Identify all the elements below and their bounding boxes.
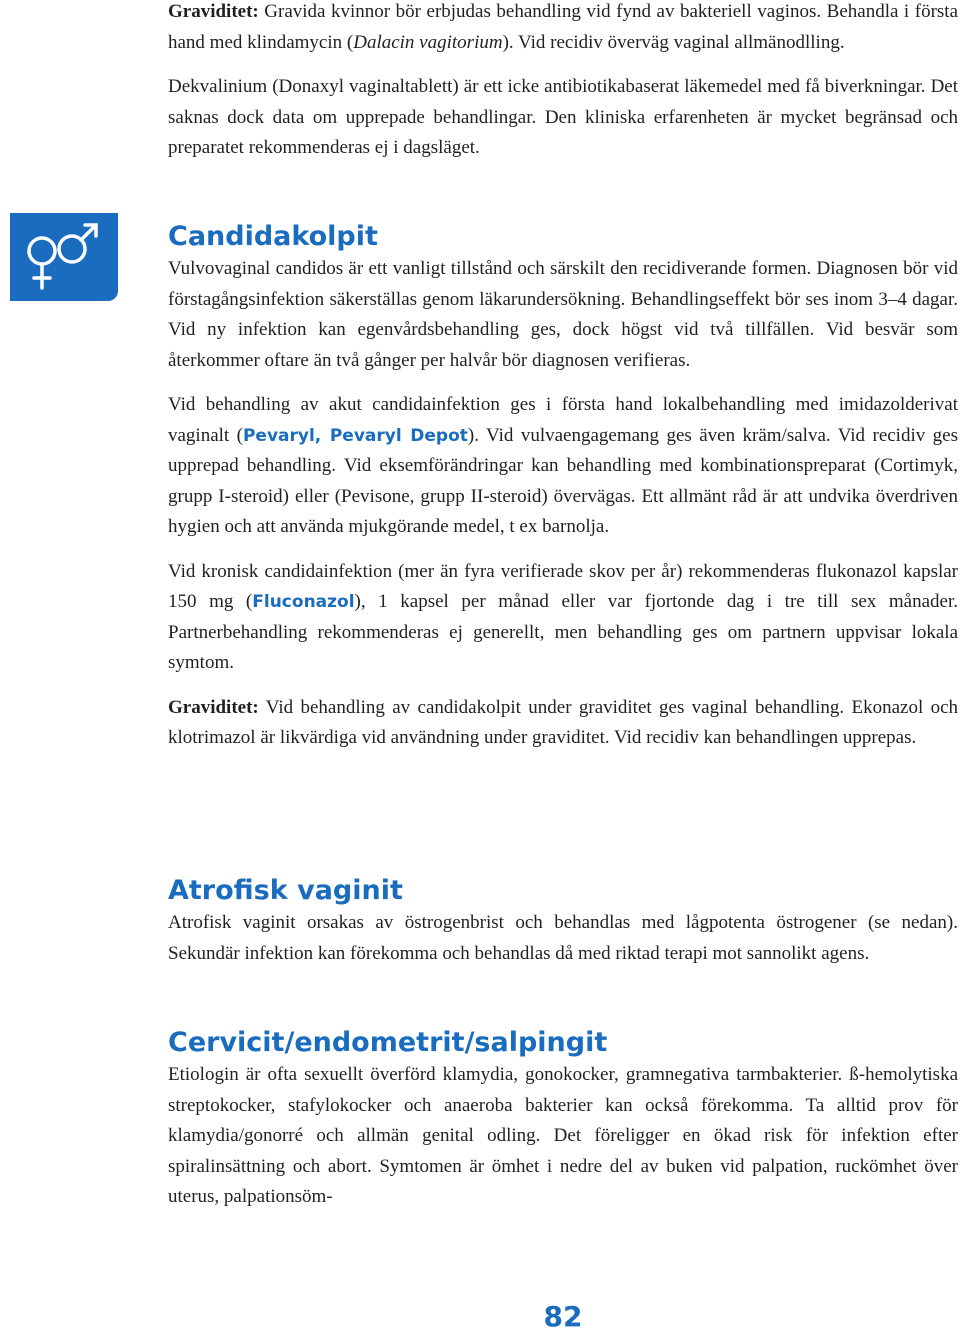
pregnancy-label: Graviditet: bbox=[168, 696, 259, 718]
drug-name: Fluconazol bbox=[252, 592, 355, 612]
section-heading: Cervicit/endometrit/salpingit bbox=[168, 1027, 608, 1058]
pregnancy-paragraph bbox=[168, 0, 958, 58]
text-run: ). Vid vulvaengagemang ges även kräm/salva. Vid recidiv ges upprepad behandling. Vid eksemförändringar kan behandling med kombinationspreparat (Cortimyk, grupp I-steroid) eller (Pevisone, grupp II-steroid) övervägas. Ett allmänt råd är att undvika överdriven hygien och att använda mjukgörande medel, t ex barnolja. bbox=[168, 424, 958, 537]
text-run: ), 1 kapsel per månad eller var fjortonde dag i tre till sex månader. Partnerbehandling rekommenderas ej generellt, men behandling ges om partnern uppvisar lokala symtom. bbox=[168, 591, 958, 673]
dekvalinium-paragraph: Dekvalinium (Donaxyl vaginaltablett) är ett icke antibiotikabaserat läkemedel med få biverkningar. Det saknas dock data om upprepade behandlingar. Den kliniska erfarenheten är mycket begränsad och preparatet rekommenderas ej i dagsläget. bbox=[168, 76, 958, 158]
cervicit-section bbox=[168, 1026, 958, 1213]
intro-block bbox=[168, 0, 958, 164]
page-number: 82 bbox=[543, 1300, 583, 1333]
cervicit-paragraph: Etiologin är ofta sexuellt överförd klamydia, gonokocker, gramnegativa tarmbakterier. ß-hemolytiska streptokocker, stafylokocker och anaeroba bakterier kan också förekomma. Ta alltid prov för klamydia/gonorré och allmän genital odling. Det föreligger en ökad risk för infektion efter spiralinsättning och abort. Symtomen är ömhet i nedre del av buken vid palpation, ruckömhet över uterus, palpationsöm- bbox=[168, 1064, 958, 1207]
pregnancy-label: Graviditet: bbox=[168, 1, 259, 22]
candidakolpit-paragraph-3 bbox=[168, 557, 958, 679]
candidakolpit-paragraph-1: Vulvovaginal candidos är ett vanligt tillstånd och särskilt den recidiverande formen. Diagnosen bör vid förstagångsinfektion säkerställas genom läkarundersökning. Behandlingseffekt bör ses inom 3–4 dagar. Vid ny infektion kan egenvårdsbehandling ges, dock högst vid två tillfällen. Vid besvär som återkommer oftare än två gånger per halvår bör diagnosen verifieras. bbox=[168, 258, 958, 371]
text-run: Vid kronisk candidainfektion (mer än fyra verifierade skov per år) rekommenderas flukonazol kapslar 150 mg ( bbox=[168, 560, 958, 612]
text-run: Vid behandling av akut candidainfektion ges i första hand lokalbehandling med imidazolderivat vaginalt ( bbox=[168, 394, 958, 446]
text-run: Vid behandling av candidakolpit under graviditet ges vaginal behandling. Ekonazol och klotrimazol är likvärdiga vid användning under graviditet. Vid recidiv kan behandlingen upprepas. bbox=[168, 696, 958, 748]
section-heading: Candidakolpit bbox=[168, 221, 378, 252]
section-heading: Atrofisk vaginit bbox=[168, 875, 403, 906]
atrofisk-section bbox=[168, 874, 958, 969]
candidakolpit-pregnancy-paragraph bbox=[168, 693, 958, 754]
candidakolpit-paragraph-2 bbox=[168, 390, 958, 543]
text-run: ). Vid recidiv överväg vaginal allmänodlling. bbox=[502, 31, 845, 53]
atrofisk-paragraph: Atrofisk vaginit orsakas av östrogenbrist och behandlas med lågpotenta östrogener (se nedan). Sekundär infektion kan förekomma och behandlas då med riktad terapi mot sannolikt agens. bbox=[168, 912, 958, 964]
gender-badge bbox=[10, 213, 118, 301]
drug-name: Dalacin vagitorium bbox=[353, 31, 503, 53]
female-male-symbols-icon bbox=[10, 213, 118, 301]
candidakolpit-section bbox=[168, 220, 958, 754]
text-run: Gravida kvinnor bör erbjudas behandling vid fynd av bakteriell vaginos. Behandla i första hand med klindamycin ( bbox=[168, 1, 958, 53]
drug-name: Pevaryl, Pevaryl Depot bbox=[242, 425, 468, 446]
